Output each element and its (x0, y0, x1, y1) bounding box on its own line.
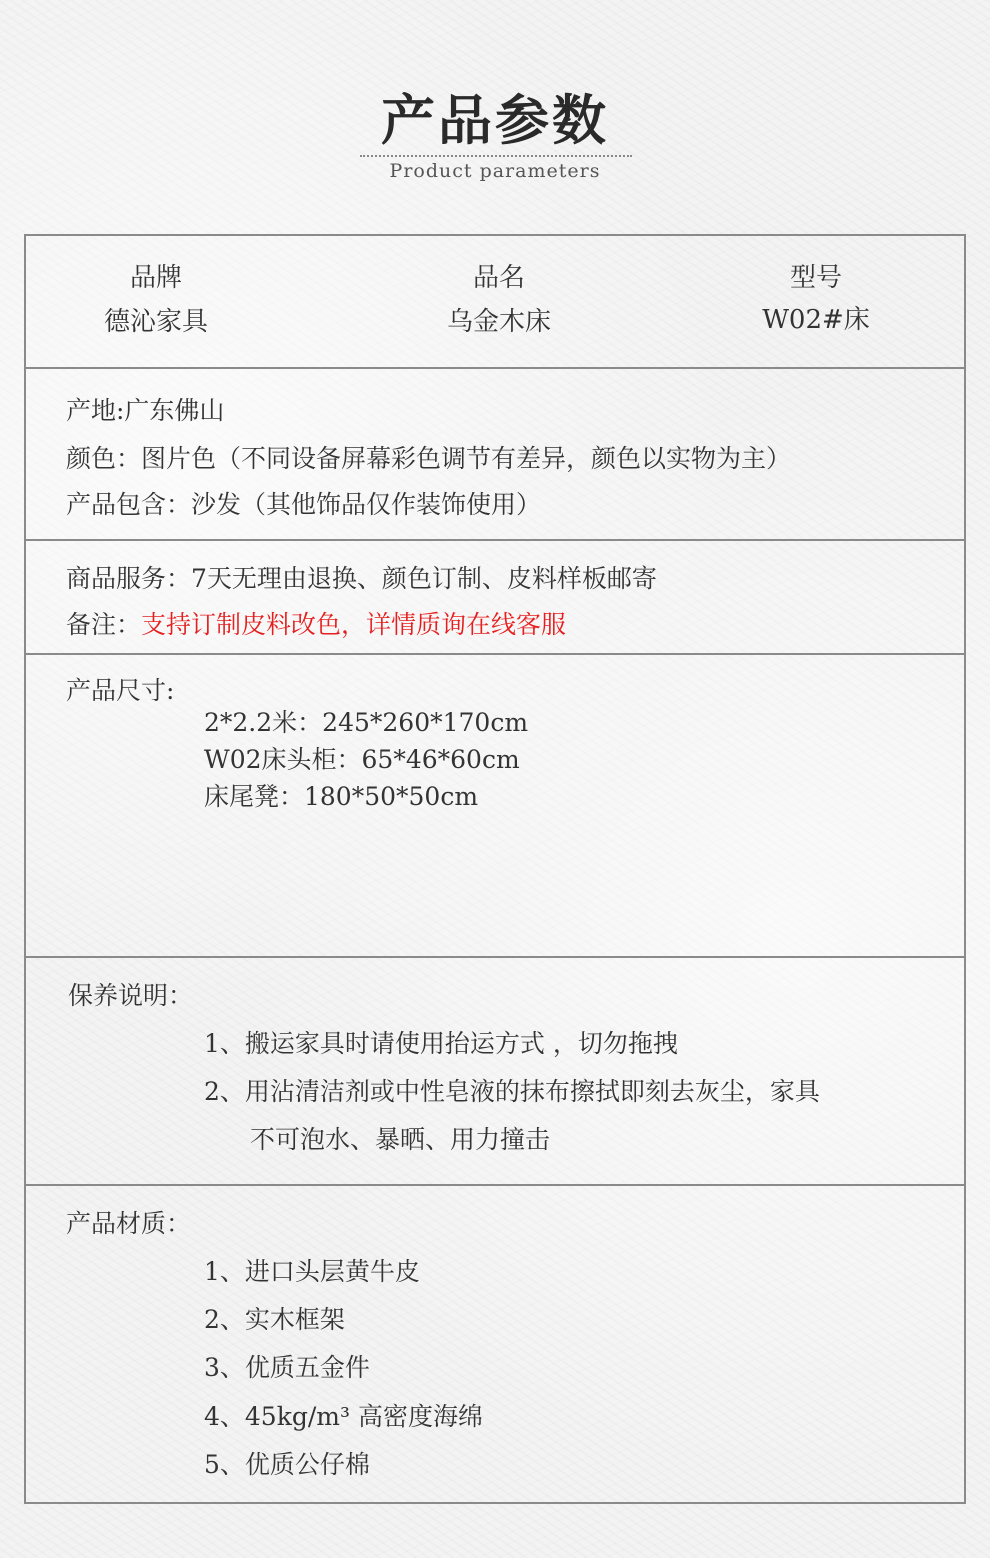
product-name-label: 品名 (472, 263, 525, 293)
page-title: 产品参数 (381, 89, 609, 152)
size-section (26, 655, 964, 958)
size-item: 床尾凳：180*50*50cm (204, 782, 479, 811)
parameters-table (24, 234, 966, 1504)
material-item: 4、45kg/m³ 高密度海绵 (204, 1402, 483, 1431)
package-text: 产品包含：沙发（其他饰品仅作装饰使用） (66, 490, 542, 519)
title-divider (360, 155, 632, 157)
service-section (26, 541, 964, 655)
brand-value: 德沁家具 (103, 307, 208, 337)
size-label: 产品尺寸: (66, 676, 175, 705)
material-item: 3、优质五金件 (204, 1353, 370, 1382)
product-name-value: 乌金木床 (446, 307, 551, 337)
product-name-cell (409, 256, 589, 344)
material-section (26, 1186, 964, 1502)
care-section (26, 958, 964, 1186)
care-item-continuation: 不可泡水、暴晒、用力撞击 (250, 1125, 551, 1154)
model-value: W02#床 (762, 305, 870, 335)
material-item: 2、实木框架 (204, 1305, 345, 1334)
brand-label: 品牌 (129, 263, 182, 293)
brand-cell (66, 256, 246, 344)
material-item: 1、进口头层黄牛皮 (204, 1257, 420, 1286)
size-item: 2*2.2米：245*260*170cm (204, 708, 529, 737)
note-text (66, 605, 566, 641)
note-value: 支持订制皮料改色，详情质询在线客服 (141, 610, 567, 639)
product-info-section (26, 369, 964, 541)
origin-text: 产地:广东佛山 (66, 396, 225, 425)
basic-info-section (26, 236, 964, 369)
model-cell (726, 256, 906, 340)
note-label: 备注： (66, 610, 142, 639)
model-label: 型号 (789, 263, 842, 293)
material-label: 产品材质： (66, 1209, 192, 1238)
care-item: 2、用沾清洁剂或中性皂液的抹布擦拭即刻去灰尘，家具 (204, 1077, 820, 1106)
service-text: 商品服务：7天无理由退换、颜色订制、皮料样板邮寄 (66, 564, 657, 593)
care-label: 保养说明： (68, 981, 194, 1010)
color-text: 颜色：图片色（不同设备屏幕彩色调节有差异，颜色以实物为主） (66, 444, 792, 473)
care-item: 1、搬运家具时请使用抬运方式 ，切勿拖拽 (204, 1029, 678, 1058)
size-item: W02床头柜：65*46*60cm (204, 745, 520, 774)
material-item: 5、优质公仔棉 (204, 1450, 370, 1479)
page-subtitle: Product parameters (389, 160, 601, 182)
